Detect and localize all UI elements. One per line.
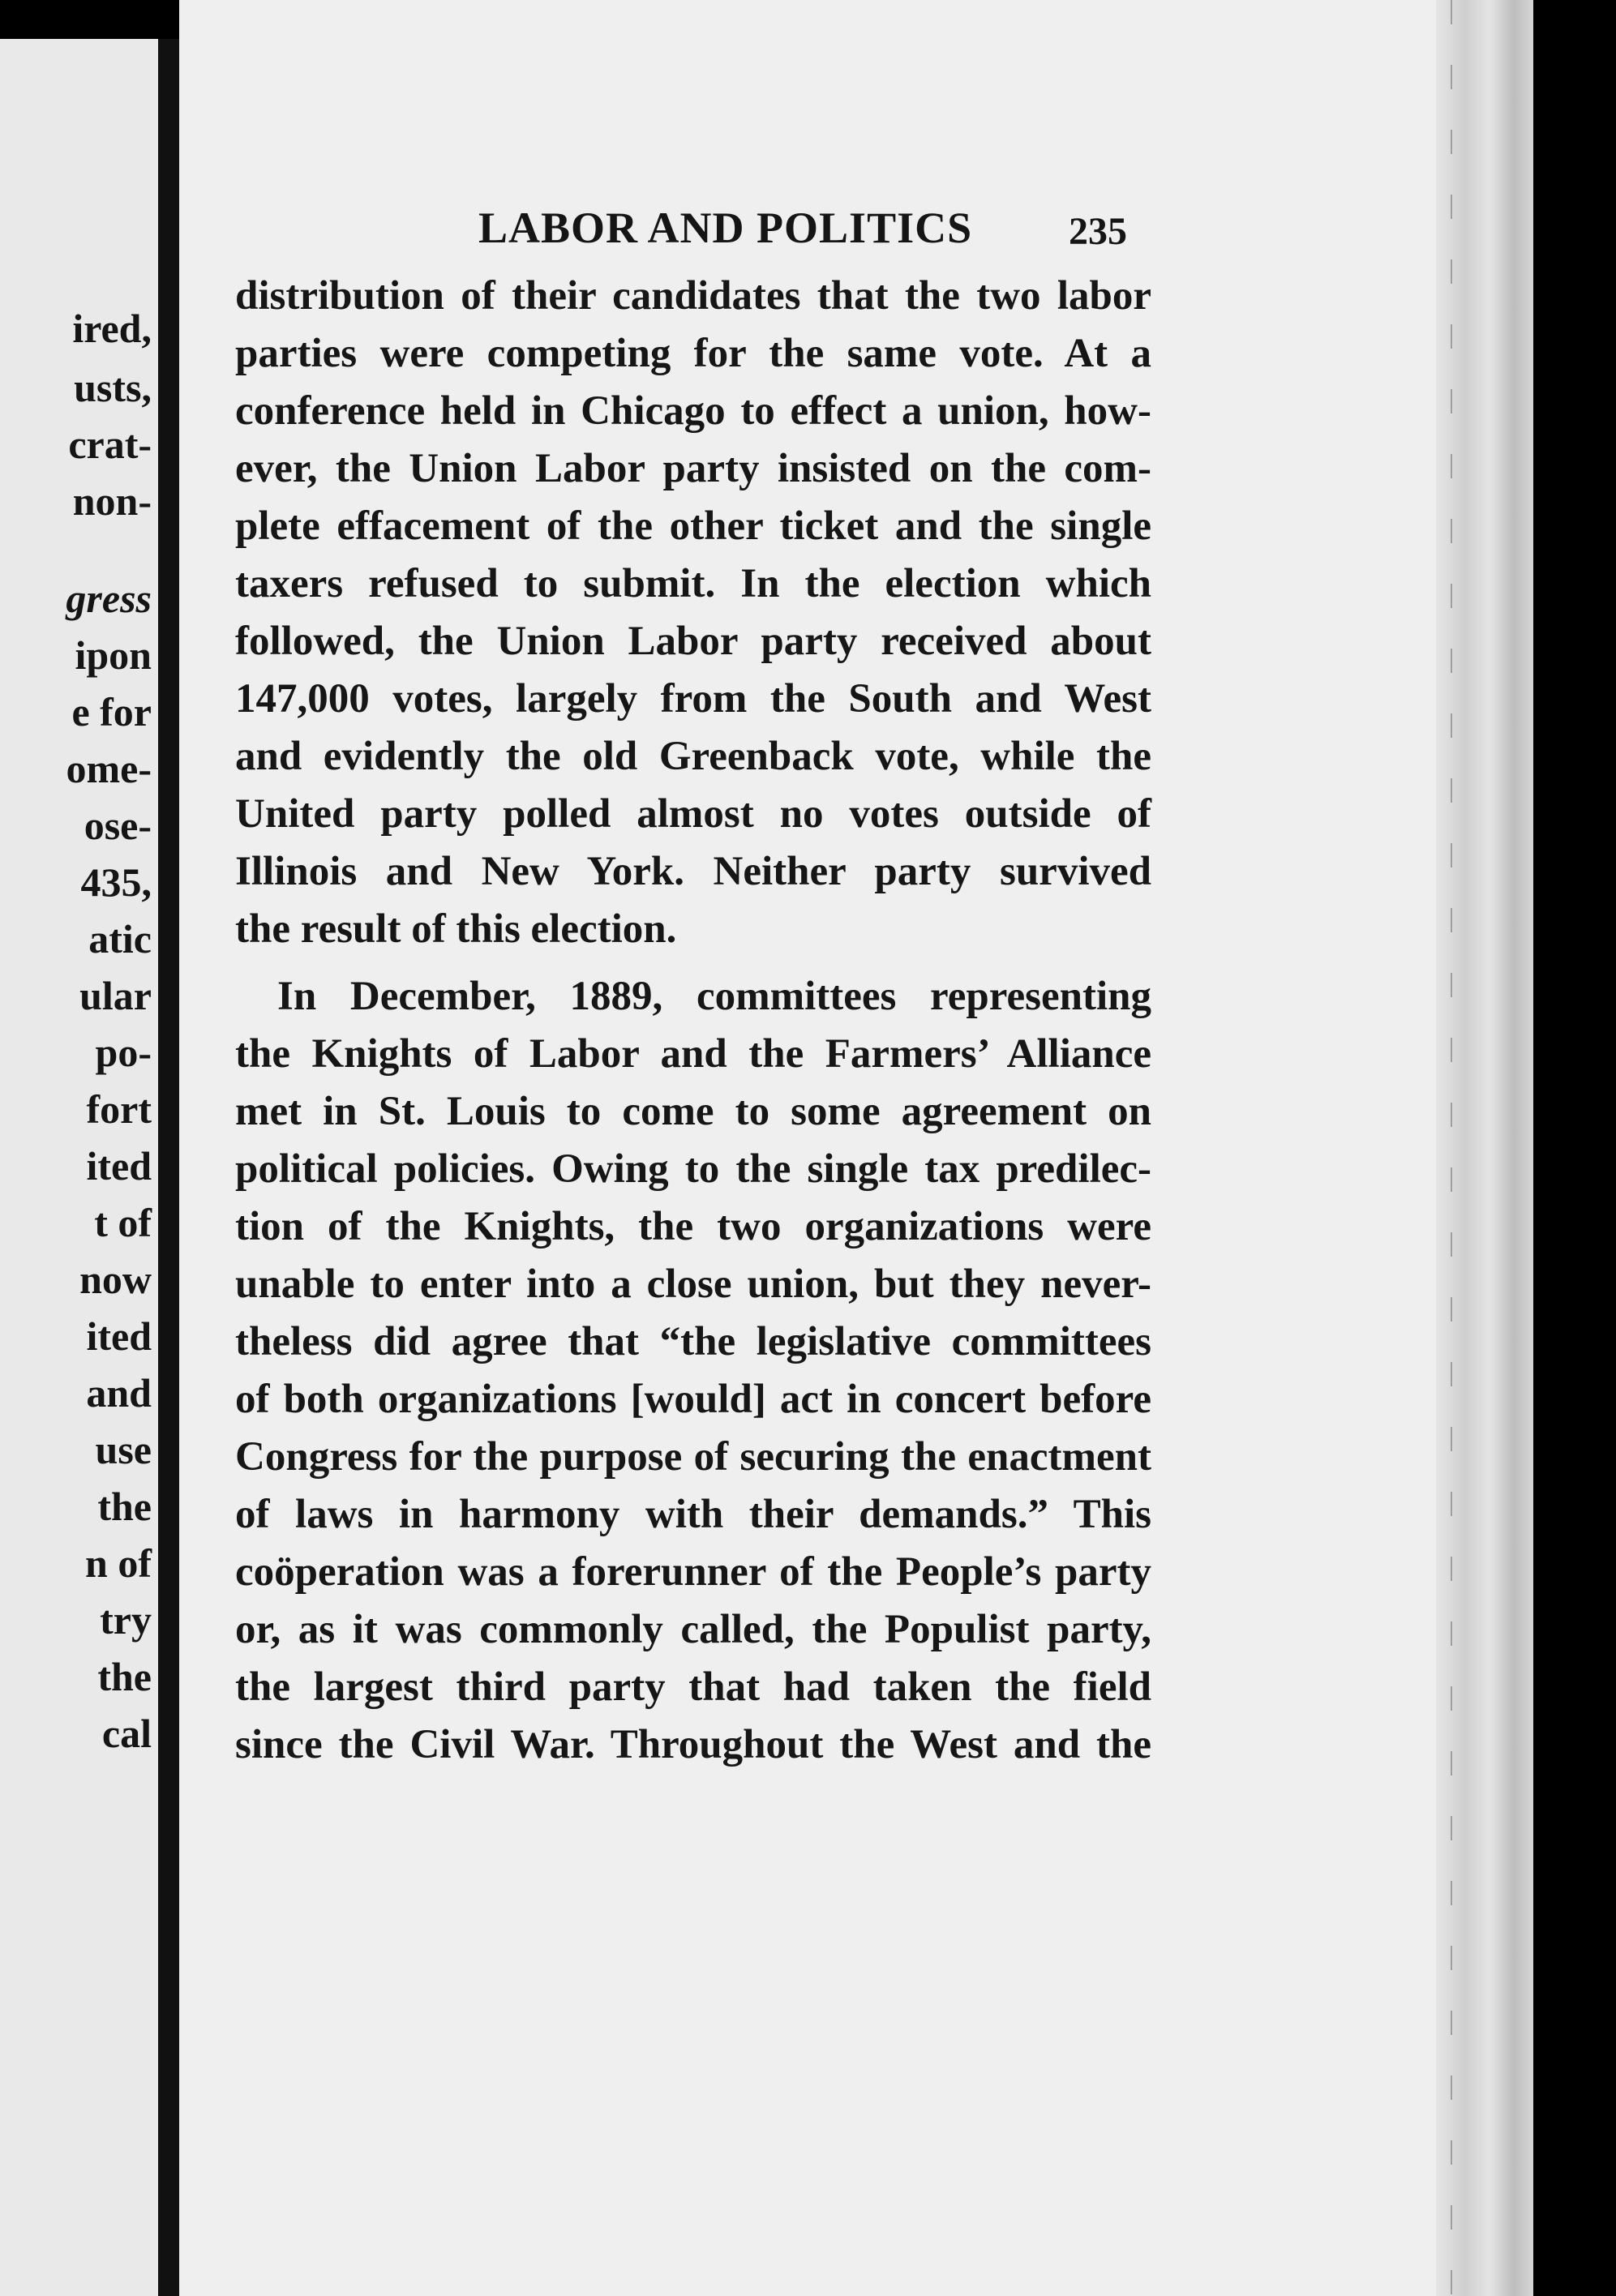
left-page-fragment: po- <box>95 1030 152 1075</box>
text-line: In December, 1889, committees representing <box>277 974 1151 1019</box>
book-gutter <box>158 39 179 2296</box>
left-page-fragment: ose- <box>84 803 152 848</box>
scan-border <box>1533 0 1616 2296</box>
left-page-fragment: usts, <box>74 365 152 410</box>
left-page-fragment: ular <box>79 973 152 1018</box>
text-line: conference held in Chicago to effect a union, how- <box>235 388 1151 434</box>
text-line: followed, the Union Labor party received about <box>235 619 1151 664</box>
text-line: or, as it was commonly called, the Populist party, <box>235 1607 1151 1652</box>
text-line: 147,000 votes, largely from the South and West <box>235 676 1151 722</box>
left-page-fragment: non- <box>72 478 152 524</box>
left-page-fragment: ited <box>86 1143 152 1189</box>
text-line: the Knights of Labor and the Farmers’ Alliance <box>235 1031 1151 1077</box>
text-line: of both organizations [would] act in concert before <box>235 1377 1151 1422</box>
left-page-fragment: fort <box>86 1086 152 1132</box>
page-number: 235 <box>1069 210 1127 253</box>
text-line: parties were competing for the same vote. At a <box>235 331 1151 376</box>
left-page-fragment: cal <box>101 1711 152 1756</box>
left-page-fragment: use <box>95 1427 152 1472</box>
text-line: theless did agree that “the legislative committees <box>235 1319 1151 1364</box>
text-line: political policies. Owing to the single tax predilec- <box>235 1146 1151 1192</box>
left-page-fragment: ome- <box>66 746 152 791</box>
text-line: Illinois and New York. Neither party survived <box>235 849 1151 894</box>
left-page-fragment: gress <box>66 576 152 621</box>
text-line: ever, the Union Labor party insisted on the com- <box>235 446 1151 491</box>
left-page-fragment: try <box>100 1597 152 1643</box>
left-page-fragment: ipon <box>75 632 152 678</box>
left-page-fragment: and <box>86 1370 152 1416</box>
text-line: unable to enter into a close union, but they never- <box>235 1262 1151 1307</box>
text-line: coöperation was a forerunner of the People’s party <box>235 1549 1151 1595</box>
running-title: LABOR AND POLITICS <box>478 203 973 252</box>
text-line: the result of this election. <box>235 906 677 952</box>
text-line: tion of the Knights, the two organizations were <box>235 1204 1151 1249</box>
left-facing-page <box>0 39 158 2296</box>
left-page-fragment: the <box>97 1654 152 1699</box>
text-line: distribution of their candidates that the two labor <box>235 273 1151 319</box>
left-page-fragment: the <box>97 1484 152 1529</box>
text-line: met in St. Louis to come to some agreement on <box>235 1089 1151 1134</box>
left-page-fragment: now <box>79 1257 152 1302</box>
paragraph-gap <box>235 958 1151 968</box>
text-line: and evidently the old Greenback vote, while the <box>235 734 1151 779</box>
left-page-fragment: crat- <box>68 422 152 467</box>
left-page-fragment: ited <box>86 1313 152 1359</box>
text-line: of laws in harmony with their demands.” This <box>235 1492 1151 1537</box>
text-line: plete effacement of the other ticket and the single <box>235 503 1151 549</box>
left-page-fragment: 435, <box>80 859 152 905</box>
left-page-fragment: ired, <box>72 306 152 351</box>
text-line: United party polled almost no votes outside of <box>235 791 1151 837</box>
left-page-fragment: n of <box>85 1540 152 1586</box>
left-page-fragment: t of <box>94 1200 152 1245</box>
left-page-fragment: e for <box>71 689 152 735</box>
left-page-fragment: atic <box>88 916 152 962</box>
page-stack-edge <box>1436 0 1533 2296</box>
page-body-text <box>235 268 1151 1774</box>
text-line: the largest third party that had taken the field <box>235 1664 1151 1710</box>
text-line: since the Civil War. Throughout the West and the <box>235 1722 1151 1767</box>
text-line: taxers refused to submit. In the election which <box>235 561 1151 606</box>
text-line: Congress for the purpose of securing the enactment <box>235 1434 1151 1480</box>
